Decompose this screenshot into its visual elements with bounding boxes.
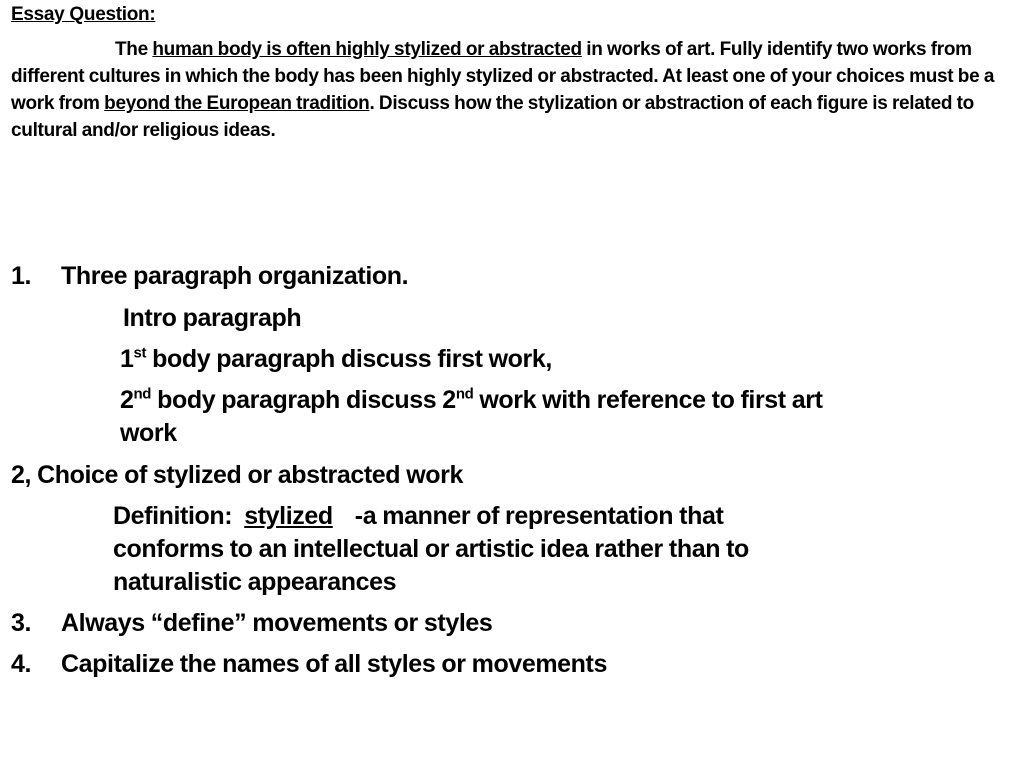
essay-heading: Essay Question: <box>11 4 156 25</box>
item-1-sub-first <box>120 345 552 374</box>
sub-second-suffix-2: nd <box>455 385 474 403</box>
sub-first-suffix: st <box>133 344 147 362</box>
item-2-definition <box>113 502 723 531</box>
prompt-text-2: . Discuss how the stylization or abstraction of each figure is related to cultural and/or religious ideas. <box>11 93 974 141</box>
item-2-definition-cont-1: conforms to an intellectual or artistic idea rather than to <box>113 535 749 563</box>
item-3-number: 3. <box>11 609 32 637</box>
definition-text-a: -a manner of representation that <box>354 502 724 530</box>
sub-second-text-b: work with reference to first art <box>479 386 823 414</box>
prompt-the: The <box>115 39 148 60</box>
outline-item-2: 2, Choice of stylized or abstracted work <box>11 461 463 489</box>
essay-prompt <box>11 36 1011 144</box>
item-4-number: 4. <box>11 650 32 678</box>
item-1-text: Three paragraph organization. <box>61 262 409 290</box>
definition-label: Definition: <box>113 502 233 530</box>
item-1-sub-second <box>120 386 823 415</box>
sub-second-suffix: nd <box>133 385 152 403</box>
item-1-sub-intro: Intro paragraph <box>123 304 302 332</box>
definition-term: stylized <box>244 502 333 530</box>
item-4-text: Capitalize the names of all styles or movements <box>61 650 607 678</box>
prompt-underline-beyond-european: beyond the European tradition <box>104 93 370 114</box>
sub-first-number: 1 <box>120 345 134 373</box>
sub-second-text-a: body paragraph discuss 2 <box>157 386 456 414</box>
sub-second-number: 2 <box>120 386 134 414</box>
prompt-text-1: in works of art. Fully identify two works from different cultures in which the body has been highly stylized or abstracted. At least one of your choices must be a work from <box>11 39 995 114</box>
sub-first-text: body paragraph discuss first work, <box>152 345 552 373</box>
item-3-text: Always “define” movements or styles <box>61 609 493 637</box>
item-2-definition-cont-2: naturalistic appearances <box>113 568 397 596</box>
item-1-sub-second-cont: work <box>120 419 177 447</box>
item-1-number: 1. <box>11 262 32 290</box>
prompt-underline-human-body: human body is often highly stylized or abstracted <box>152 39 582 60</box>
